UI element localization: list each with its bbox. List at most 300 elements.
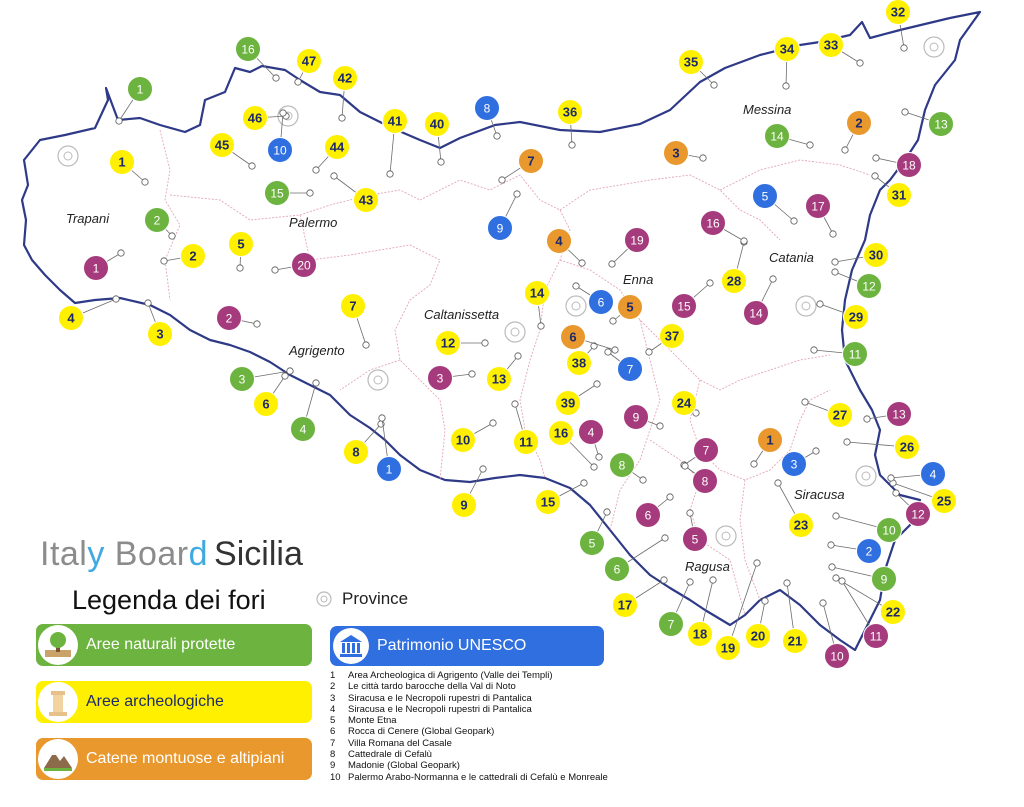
hole-point [832,259,838,265]
province-label-enna: Enna [623,272,654,287]
hole-point [515,353,521,359]
marker-number: 10 [273,143,287,158]
marker-number: 26 [899,439,915,455]
hole-point [813,448,819,454]
hole-point [438,159,444,165]
marker-number: 11 [869,629,883,644]
list-item: 7 Villa Romana del Casale [330,737,452,749]
marker-orange-1 [751,428,783,468]
marker-number: 9 [632,410,640,425]
marker-yellow-21 [783,580,808,654]
list-item: 4 Siracusa e le Necropoli rupestri di Pantalica [330,703,532,715]
marker-number: 47 [301,53,317,69]
column-icon [38,682,78,722]
marker-green-6 [605,535,669,582]
hole-point [569,142,575,148]
list-item: 9 Madonie (Global Geopark) [330,760,460,772]
marker-number: 3 [672,145,680,161]
hole-point [591,464,597,470]
province-label-messina: Messina [743,102,792,117]
marker-green-7 [659,579,694,637]
app-title [40,534,303,574]
marker-number: 11 [848,347,862,362]
marker-yellow-11 [512,401,539,455]
marker-number: 10 [455,432,471,448]
province-key [316,589,408,609]
province-label-ragusa: Ragusa [685,559,730,574]
hole-point [657,423,663,429]
hole-point [514,191,520,197]
hole-point [379,415,385,421]
marker-green-11 [811,342,868,367]
hole-point [272,267,278,273]
hole-point [820,600,826,606]
hole-point [482,340,488,346]
marker-number: 23 [793,517,809,533]
marker-yellow-2 [161,244,206,269]
hole-point [161,258,167,264]
hole-point [387,171,393,177]
marker-blue-7 [605,349,643,382]
marker-green-12 [832,269,882,299]
marker-green-4 [291,380,320,442]
marker-yellow-9 [452,466,487,518]
marker-number: 5 [691,532,699,547]
marker-yellow-20 [746,598,771,649]
marker-number: 5 [588,536,596,551]
hole-point [581,480,587,486]
list-item: 6 Rocca di Cenere (Global Geopark) [330,726,495,738]
marker-yellow-43 [331,173,379,213]
marker-green-16 [236,37,280,82]
hole-point [791,218,797,224]
marker-yellow-26 [844,435,920,460]
marker-number: 14 [770,129,784,144]
hole-point [844,439,850,445]
hole-point [839,578,845,584]
marker-blue-8 [475,96,501,140]
marker-number: 7 [527,153,535,169]
hole-point [579,260,585,266]
province-capitals [58,37,944,546]
marker-yellow-27 [802,399,853,428]
marker-number: 30 [868,247,884,263]
marker-number: 7 [667,617,675,632]
marker-purple-10 [820,600,850,669]
marker-number: 8 [701,474,709,489]
marker-number: 4 [587,425,595,440]
list-item: 10 Palermo Arabo-Normanna e le cattedrali di Cefalù e Monreale [330,771,608,783]
marker-yellow-8 [344,421,385,465]
marker-number: 13 [892,407,906,422]
marker-blue-5 [753,184,798,225]
marker-number: 8 [352,444,360,460]
marker-number: 7 [702,443,710,458]
marker-number: 39 [560,395,576,411]
marker-number: 3 [790,457,798,472]
hole-point [307,190,313,196]
province-symbol-icon [316,591,332,607]
hole-point [784,580,790,586]
hole-point [480,466,486,472]
marker-number: 9 [880,572,888,587]
marker-purple-8 [682,463,718,494]
marker-number: 4 [555,233,563,249]
marker-green-2 [145,208,176,240]
marker-yellow-12 [436,331,489,356]
province-label-caltanissetta: Caltanissetta [424,307,500,322]
hole-point [829,564,835,570]
hole-point [596,454,602,460]
marker-blue-9 [488,191,521,241]
hole-point [754,560,760,566]
list-item: 5 Monte Etna [330,715,397,727]
marker-number: 31 [891,187,907,203]
marker-number: 1 [385,462,393,477]
marker-number: 40 [429,116,445,132]
marker-yellow-36 [558,100,583,149]
hole-point [802,399,808,405]
marker-yellow-39 [556,381,601,416]
hole-point [811,347,817,353]
marker-number: 3 [156,326,164,342]
hole-point [612,347,618,353]
legend-mountains-plateaus [36,738,312,780]
marker-number: 13 [491,371,507,387]
marker-green-14 [765,124,814,149]
marker-number: 35 [683,54,699,70]
hole-point [711,82,717,88]
brand-logo-text: Italy Board [40,535,209,573]
marker-number: 2 [225,311,233,326]
hole-point [573,283,579,289]
marker-purple-19 [609,228,650,268]
unesco-site-list [330,670,610,783]
marker-purple-5 [683,510,708,552]
marker-number: 12 [862,279,876,294]
hole-point [287,368,293,374]
marker-yellow-5 [229,232,254,272]
marker-number: 15 [270,186,284,201]
hole-point [594,381,600,387]
marker-green-8 [610,453,647,484]
marker-number: 16 [706,216,720,231]
mountain-icon [38,739,78,779]
hole-point [640,477,646,483]
marker-yellow-28 [722,239,748,294]
hole-point [751,461,757,467]
marker-number: 15 [540,494,556,510]
marker-number: 32 [890,4,906,20]
marker-purple-18 [873,153,922,178]
marker-number: 11 [519,434,533,450]
province-label-siracusa: Siracusa [794,487,845,502]
hole-point [331,173,337,179]
marker-yellow-3 [145,300,173,347]
marker-number: 34 [779,41,795,57]
marker-number: 37 [664,328,680,344]
marker-orange-5 [610,295,643,325]
marker-green-10 [833,513,902,543]
marker-purple-20 [272,253,317,278]
marker-orange-4 [547,229,586,267]
marker-orange-7 [499,149,544,184]
marker-number: 2 [865,544,873,559]
legend-arch-label: Aree archeologiche [86,693,224,710]
marker-yellow-35 [679,50,718,89]
marker-orange-2 [842,111,872,154]
province-label-agrigento: Agrigento [289,343,345,358]
hole-point [682,463,688,469]
hole-point [363,342,369,348]
marker-yellow-10 [451,420,497,453]
marker-number: 36 [562,104,578,120]
marker-yellow-37 [646,324,685,356]
hole-point [857,60,863,66]
hole-point [512,401,518,407]
hole-point [494,133,500,139]
legend-archaeological-areas [36,681,312,723]
marker-number: 17 [811,199,825,214]
hole-point [499,177,505,183]
hole-point [833,575,839,581]
marker-number: 10 [882,523,896,538]
legend-mount-label: Catene montuose e altipiani [86,750,285,767]
hole-point [313,380,319,386]
marker-number: 6 [597,295,605,310]
marker-number: 1 [136,82,144,97]
list-item: 2 Le città tardo barocche della Val di Noto [330,681,516,693]
hole-point [762,598,768,604]
marker-number: 5 [761,189,769,204]
marker-number: 14 [749,306,763,321]
marker-purple-4 [579,420,604,461]
marker-number: 46 [247,110,263,126]
marker-yellow-40 [425,112,450,166]
hole-point [833,513,839,519]
marker-purple-6 [636,494,674,528]
marker-number: 6 [569,329,577,345]
marker-yellow-24 [672,391,700,417]
hole-point [538,323,544,329]
hole-point [249,163,255,169]
marker-yellow-44 [313,135,350,174]
hole-point [280,110,286,116]
marker-number: 16 [553,425,569,441]
marker-number: 3 [238,372,246,387]
marker-number: 21 [787,633,803,649]
marker-number: 13 [934,117,948,132]
marker-number: 44 [329,139,345,155]
hole-point [667,494,673,500]
hole-point [116,118,122,124]
marker-purple-13 [864,402,912,427]
legend-title: Legenda dei fori [72,585,266,615]
marker-purple-17 [806,194,837,238]
hole-point [469,371,475,377]
marker-number: 1 [92,261,100,276]
marker-purple-2 [217,306,261,331]
marker-number: 20 [297,258,311,273]
hole-point [783,83,789,89]
marker-number: 41 [387,113,403,129]
hole-point [605,349,611,355]
marker-yellow-1 [110,150,149,186]
hole-point [145,300,151,306]
marker-number: 15 [677,299,691,314]
marker-number: 8 [483,101,491,116]
marker-green-1 [116,77,153,125]
marker-number: 2 [189,248,197,264]
hole-point [741,238,747,244]
marker-number: 25 [936,493,952,509]
hole-point [817,301,823,307]
hole-point [254,321,260,327]
marker-yellow-17 [613,577,668,618]
hole-point [807,142,813,148]
marker-green-5 [580,509,611,556]
marker-blue-3 [782,448,820,477]
hole-point [830,231,836,237]
marker-number: 2 [153,213,161,228]
hole-point [662,535,668,541]
hole-point [872,173,878,179]
marker-number: 38 [571,355,587,371]
province-key-label: Province [342,589,409,608]
temple-icon [333,628,369,664]
marker-number: 4 [67,310,75,326]
hole-point [604,509,610,515]
marker-number: 8 [618,458,626,473]
marker-number: 18 [902,158,916,173]
marker-number: 7 [626,362,634,377]
marker-number: 18 [692,626,708,642]
marker-number: 28 [726,273,742,289]
list-item: 1 Area Archeologica di Agrigento (Valle dei Templi) [330,670,553,681]
marker-number: 7 [349,298,357,314]
marker-number: 12 [440,335,456,351]
hole-point [118,250,124,256]
marker-number: 19 [720,640,736,656]
marker-number: 29 [848,309,864,325]
marker-purple-16 [701,211,748,245]
marker-number: 9 [496,221,504,236]
hole-point [610,318,616,324]
legend-unesco-heritage [330,626,604,666]
hole-point [687,510,693,516]
province-label-catania: Catania [769,250,814,265]
legend-nature-label: Aree naturali protette [86,636,236,653]
hole-point [842,147,848,153]
marker-blue-2 [828,539,882,564]
marker-number: 43 [358,192,374,208]
marker-number: 1 [118,154,126,170]
hole-point [490,420,496,426]
marker-number: 4 [299,422,307,437]
hole-point [864,416,870,422]
marker-purple-14 [744,276,777,326]
marker-number: 27 [832,407,848,423]
marker-number: 1 [766,432,774,448]
hole-point [687,579,693,585]
province-label-trapani: Trapani [66,211,110,226]
marker-number: 3 [436,371,444,386]
marker-number: 5 [237,236,245,252]
hole-point [888,475,894,481]
marker-purple-1 [84,250,125,281]
marker-number: 9 [460,497,468,513]
marker-number: 17 [617,597,633,613]
marker-number: 14 [529,285,545,301]
legend-unesco-label: Patrimonio UNESCO [377,637,527,654]
marker-number: 4 [929,467,937,482]
marker-number: 6 [644,508,652,523]
marker-number: 12 [911,507,925,522]
marker-yellow-6 [254,373,289,417]
tree-icon [38,625,78,665]
marker-number: 5 [626,299,634,315]
marker-yellow-32 [886,0,911,51]
marker-purple-3 [428,366,476,391]
hole-point [775,480,781,486]
hole-point [113,296,119,302]
marker-yellow-33 [819,33,864,67]
hole-point [661,577,667,583]
hole-point [609,261,615,267]
hole-point [646,349,652,355]
marker-green-13 [902,109,954,137]
marker-number: 24 [676,395,692,411]
marker-purple-12 [893,490,931,527]
hole-point [237,265,243,271]
marker-number: 45 [214,137,230,153]
hole-point [295,79,301,85]
marker-yellow-47 [295,49,322,86]
marker-green-15 [265,181,314,206]
province-label-palermo: Palermo [289,215,338,230]
marker-orange-3 [664,141,707,166]
marker-number: 6 [613,562,621,577]
marker-yellow-14 [525,281,550,330]
hole-point [710,577,716,583]
marker-yellow-34 [775,37,800,90]
marker-yellow-45 [210,133,256,170]
marker-number: 19 [630,233,644,248]
region-name: Sicilia [214,535,303,573]
hole-point [339,115,345,121]
hole-point [893,490,899,496]
hole-point [873,155,879,161]
marker-number: 33 [823,37,839,53]
hole-point [901,45,907,51]
marker-number: 16 [241,42,255,57]
marker-yellow-30 [832,243,889,268]
marker-number: 2 [855,115,863,131]
hole-point [707,280,713,286]
marker-yellow-13 [487,353,522,392]
marker-number: 10 [830,649,844,664]
hole-point [313,167,319,173]
marker-yellow-7 [341,294,370,349]
marker-yellow-41 [383,109,408,178]
hole-point [700,155,706,161]
hole-point [832,269,838,275]
list-item: 8 Cattedrale di Cefalù [330,749,432,761]
list-item: 3 Siracusa e le Necropoli rupestri di Pantalica [330,692,532,704]
legend-nature-reserves [36,624,312,666]
marker-number: 20 [750,628,766,644]
marker-yellow-18 [688,577,717,647]
